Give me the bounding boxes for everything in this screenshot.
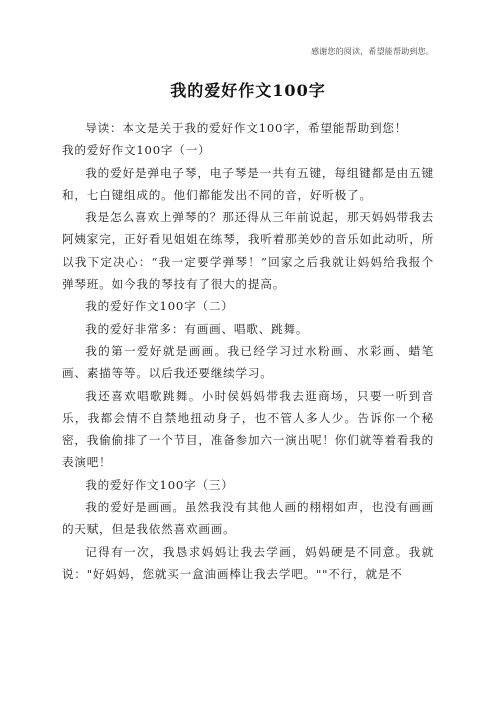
paragraph: 我的爱好是弹电子琴，电子琴是一共有五键，每组键都是由五键和，七白键组成的。他们都能发出不同的音，好听极了。: [62, 165, 434, 202]
paragraph: 我的爱好非常多：有画画、唱歌、跳舞。: [85, 321, 309, 336]
page-title: 我的爱好作文100字: [170, 81, 326, 100]
paragraph: 记得有一次，我恳求妈妈让我去学画，妈妈硬是不同意。我就说："好妈妈，您就买一盒油画棒让我去学吧。""不行，就是不: [62, 544, 434, 581]
paragraph: 我的爱好是画画。虽然我没有其他人画的栩栩如声，也没有画画的天赋，但是我依然喜欢画画。: [62, 500, 434, 537]
paragraph: 我的第一爱好就是画画。我已经学习过水粉画、水彩画、蜡笔画、素描等等。以后我还要继续学习。: [62, 343, 434, 381]
paragraph: 我是怎么喜欢上弹琴的？那还得从三年前说起，那天妈妈带我去阿姨家完，正好看见姐姐在练琴，我听着那美妙的音乐如此动听，所以我下定决心：“我一定要学弹琴！”回家之后我就让妈妈给我报个弹琴班。如今我的琴技有了很大的提高。: [62, 210, 434, 292]
section-heading-1: 我的爱好作文100字（一）: [62, 143, 211, 158]
section-heading-3: 我的爱好作文100字（三）: [85, 477, 234, 492]
section-heading-2: 我的爱好作文100字（二）: [85, 299, 234, 314]
paragraph-intro: 导读：本文是关于我的爱好作文100字，希望能帮助到您！: [85, 121, 408, 135]
header-note: 感谢您的阅读，希望能帮助到您。: [311, 47, 434, 56]
paragraph: 我还喜欢唱歌跳舞。小时侯妈妈带我去逛商场，只要一听到音乐，我都会情不自禁地扭动身子，也不管人多人少。告诉你一个秘密，我偷偷排了一个节目，准备参加六一演出呢！你们就等着看我的表演吧！: [62, 388, 434, 470]
document-body: [62, 117, 434, 585]
